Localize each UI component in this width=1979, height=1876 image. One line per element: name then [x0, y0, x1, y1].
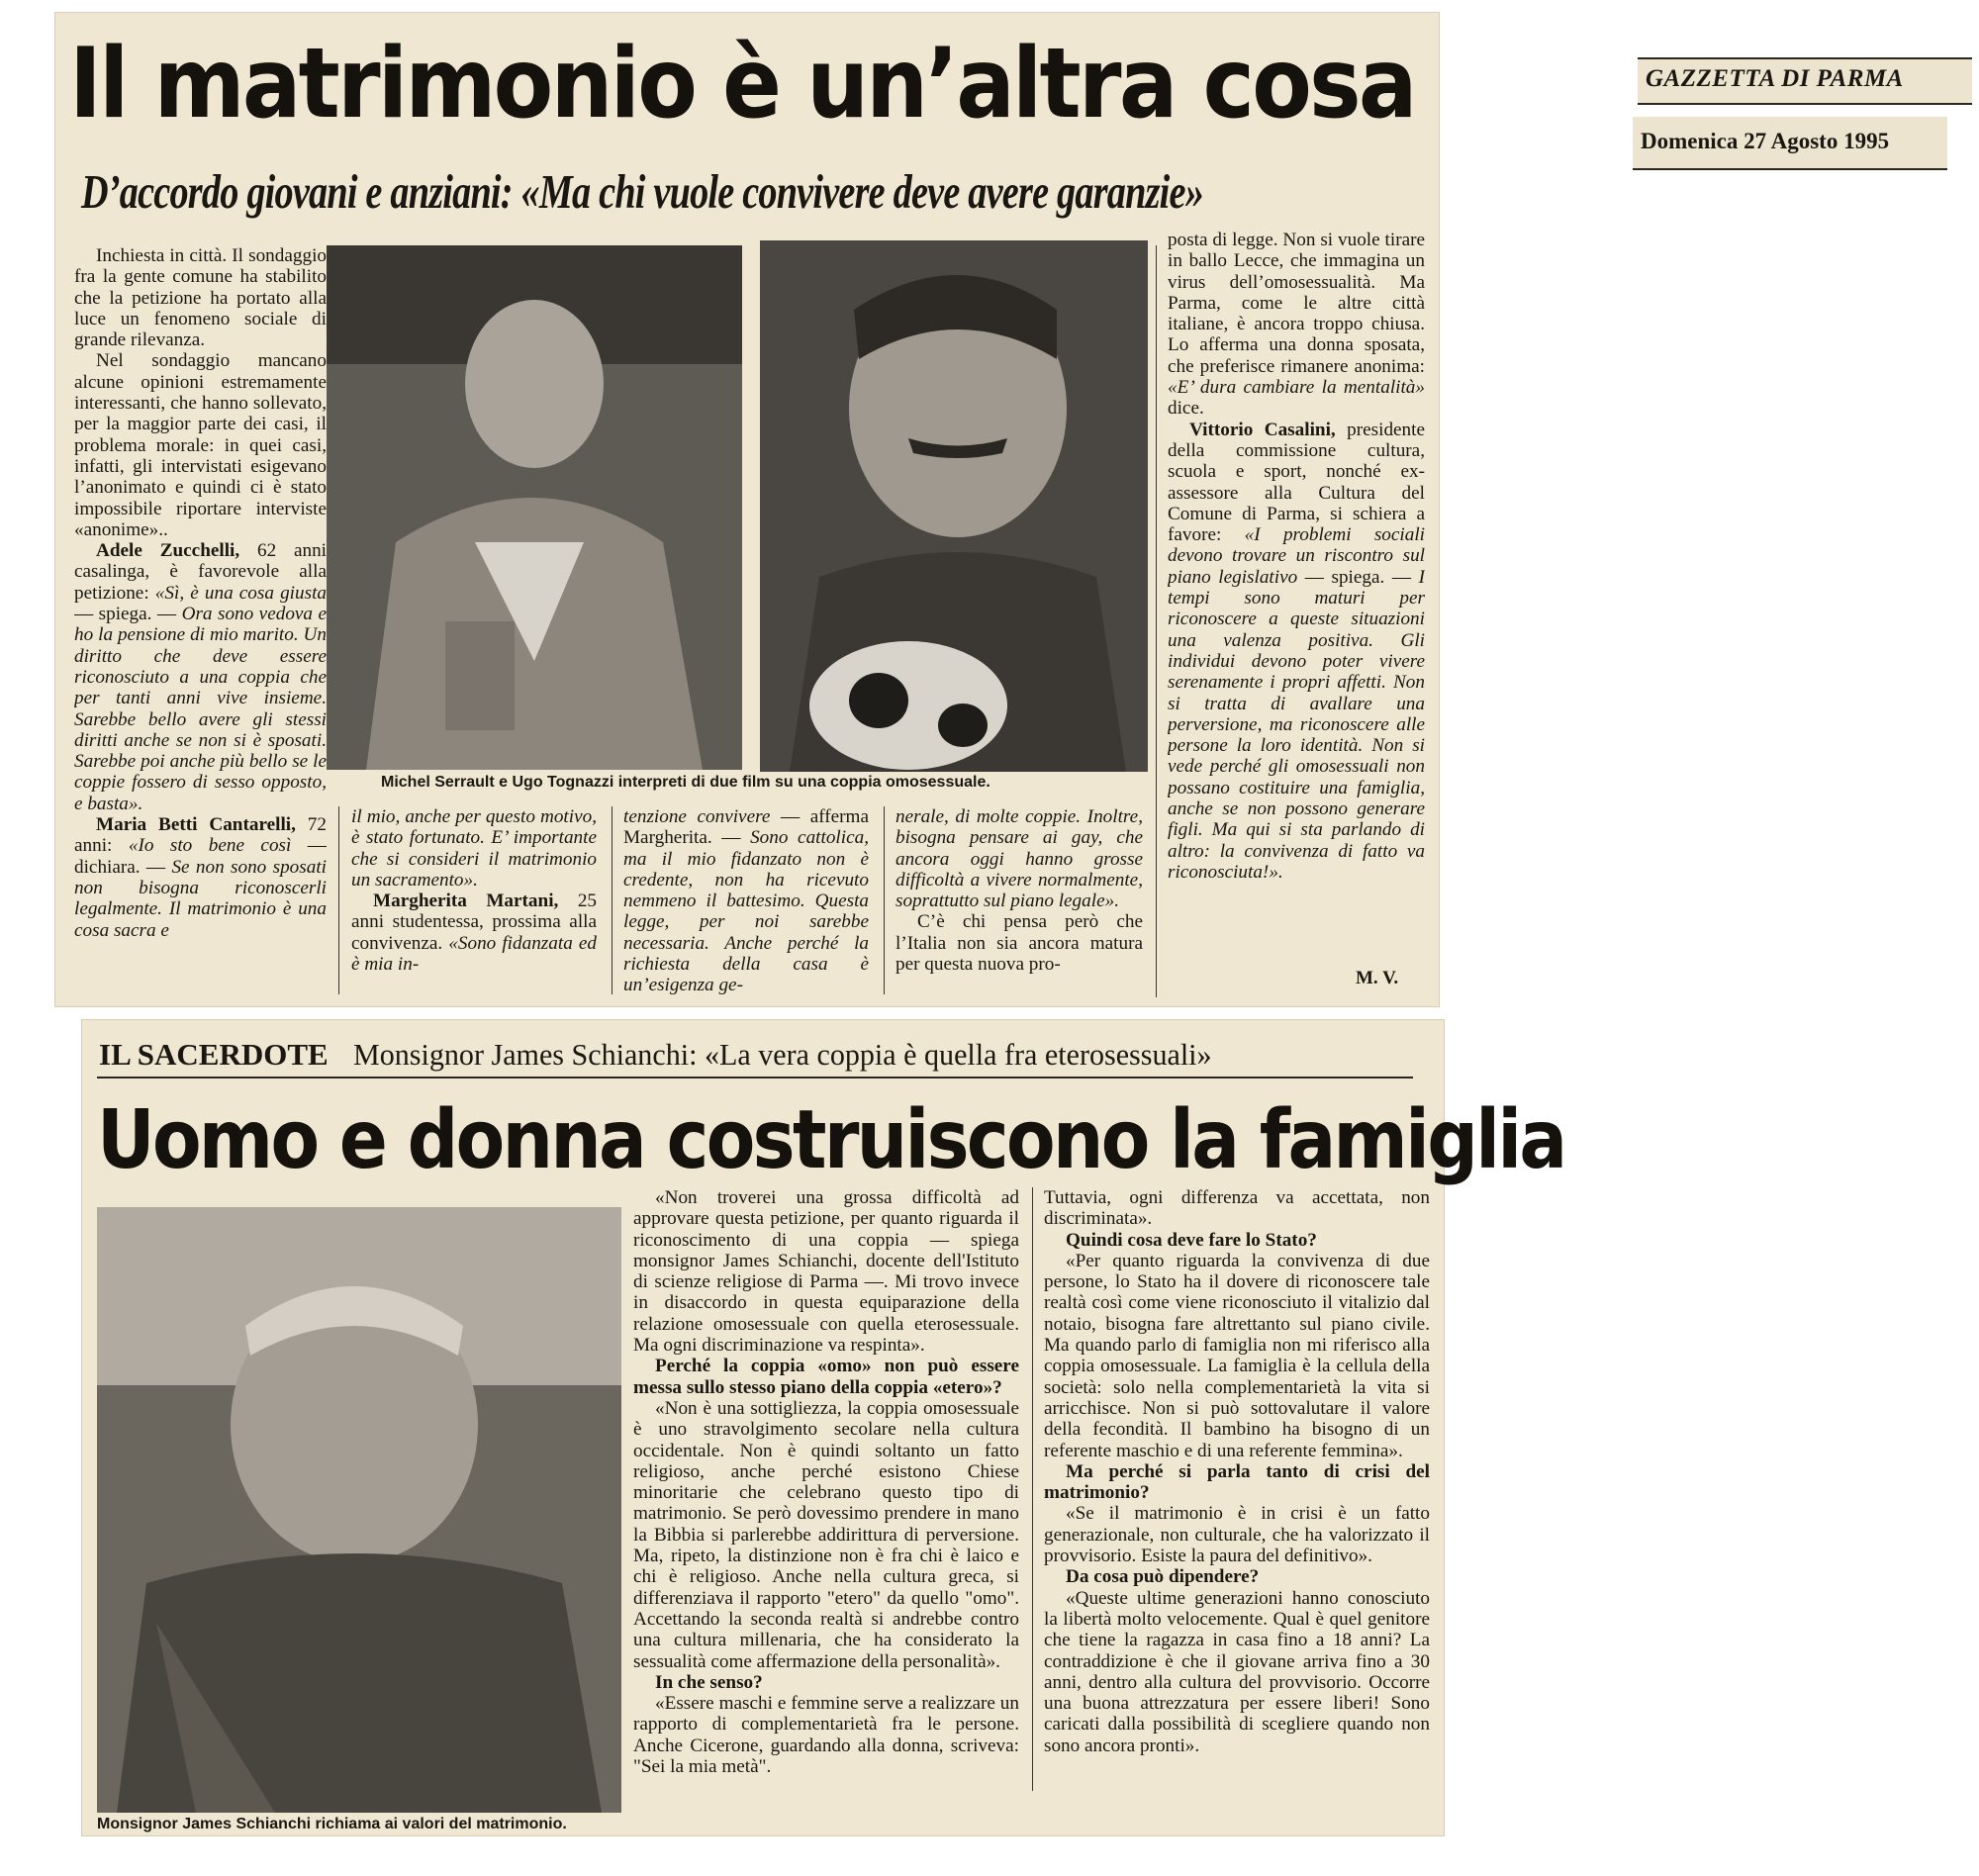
article2-headline: Uomo e donna costruiscono la famiglia — [97, 1093, 1565, 1187]
text-span: — spiega. — — [1297, 566, 1419, 588]
article2-column-1 — [633, 1187, 1019, 1821]
kicker-rule — [97, 1077, 1413, 1079]
column-rule — [884, 806, 885, 994]
paragraph: C’è chi pensa però che l’Italia non sia ancora matura per questa nuova pro- — [895, 911, 1143, 976]
paragraph: «Per quanto riguarda la convivenza di due persone, lo Stato ha il dovere di riconoscere tale realtà così come viene riconosciuto il vitalizio dal notaio, bisogna fare altrettanto sul piano civile. Ma quando parlo di famiglia non mi riferisco alla coppia omosessuale. La famiglia è la cellula della società: solo nella complementarietà la vita si arricchisce. Non si può sottovalutare il valore della fecondità. Il bambino ha bisogno di un referente maschio e di una referente femmina». — [1044, 1250, 1430, 1461]
paragraph: «Non troverei una grossa difficoltà ad approvare questa petizione, per quanto riguarda il riconoscimento di una coppia — spiega monsignor James Schianchi, docente dell'Istituto di scienze religiose di Parma —. Mi trovo invece in disaccordo in questa equiparazione della relazione omosessuale con quella eterosessuale. Ma ogni discriminazione va respinta». — [633, 1187, 1019, 1357]
column-rule — [338, 806, 339, 994]
text-span: posta di legge. Non si vuole tirare in ballo Lecce, che immagina un virus dell’omosessualità. Ma Parma, come le altre città italiane, è ancora troppo chiusa. Lo afferma una donna sposata, che preferisce rimanere anonima: — [1168, 230, 1425, 377]
intro-paragraph: Inchiesta in città. Il sondaggio fra la gente comune ha stabilito che la petizione ha portato alla luce un fenomeno sociale di grande rilevanza. — [74, 245, 327, 351]
quote: «Io sto bene così — [128, 835, 292, 857]
paper-name: GAZZETTA DI PARMA — [1646, 65, 1904, 92]
text-span: — dichiara. — — [74, 835, 327, 878]
section-label: IL SACERDOTE — [99, 1037, 329, 1072]
quote: «Sì, è una cosa giusta — [154, 582, 327, 604]
paragraph: Tuttavia, ogni differenza va accettata, non discriminata». — [1044, 1187, 1430, 1230]
article1-subhead: D’accordo giovani e anziani: «Ma chi vuole convivere deve avere garanzie» — [81, 164, 1204, 219]
quote: tenzione convivere — [623, 806, 771, 827]
photo-james-schianchi — [97, 1207, 621, 1813]
quote: «E’ dura cambiare la mentalità» — [1168, 377, 1425, 399]
masthead-date — [1633, 117, 1947, 170]
interview-question: Quindi cosa deve fare lo Stato? — [1066, 1229, 1317, 1251]
paragraph — [351, 806, 597, 891]
paragraph: Nel sondaggio mancano alcune opinioni estremamente interessanti, che hanno sollevato, per la maggior parte dei casi, il problema morale: in quei casi, infatti, gli intervistati esigevano l’anonimato e quindi ci è stato impossibile riportare interviste «anonime».. — [74, 350, 327, 540]
article1-column-4 — [895, 806, 1143, 999]
article2-kicker — [99, 1037, 1239, 1073]
article1-headline: Il matrimonio è un’altra cosa — [69, 28, 1415, 141]
interview-martani — [351, 891, 597, 975]
quote: nerale, di molte coppie. Inoltre, bisogna pensare ai gay, che ancora oggi hanno grosse difficoltà a vivere normalmente, soprattutto sul piano legale». — [895, 806, 1143, 912]
interview-question: In che senso? — [655, 1671, 763, 1693]
interview-question: Da cosa può dipendere? — [1066, 1566, 1260, 1588]
issue-date: Domenica 27 Agosto 1995 — [1641, 129, 1890, 153]
photo-caption-bottom: Monsignor James Schianchi richiama ai valori del matrimonio. — [97, 1816, 567, 1832]
article2-column-2 — [1044, 1187, 1430, 1821]
text-span: — afferma Margherita. — — [623, 806, 869, 849]
photo-graphic-3 — [97, 1207, 621, 1813]
paragraph — [623, 806, 869, 996]
photo-graphic-1 — [327, 245, 742, 770]
photo-michel-serrault — [327, 245, 742, 770]
interviewee-name: Vittorio Casalini, — [1189, 419, 1336, 440]
quote: Ora sono vedova e ho la pensione di mio marito. Un diritto che deve essere riconosciuto a una coppia che per tanti anni vive insieme. Sarebbe bello avere gli stessi diritti anche se non si è sposati. Sarebbe poi anche più bello se le coppie fossero di sesso opposto, e basta». — [74, 604, 327, 814]
paragraph: «Non è una sottigliezza, la coppia omosessuale è uno stravolgimento secolare nella cultura occidentale. Non è quindi soltanto un fatto religioso, anche perché esistono Chiese minoritarie che celebrano questo tipo di matrimonio. Se però dovessimo prendere in mano la Bibbia si parlerebbe addirittura di perversione. Ma, ripeto, la distinzione non è fra chi è laico e chi è religioso. Anche nella cultura greca, si differenziava il rapporto "etero" da quello "omo". Accettando la seconda realtà si andrebbe contro una cultura millenaria, che ha considerato la sessualità come affermazione della personalità». — [633, 1397, 1019, 1672]
quote: il mio, anche per questo motivo, è stato fortunato. E’ importante che si consideri il matrimonio un sacramento». — [351, 806, 597, 891]
quote: Sono cattolica, ma il mio fidanzato non è credente, non ha ricevuto nemmeno il battesimo. Questa legge, per noi sarebbe necessaria. Anche perché la richiesta della casa è un’esigenza ge- — [623, 827, 869, 996]
interviewee-name: Adele Zucchelli, — [96, 540, 240, 562]
article1-column-5 — [1168, 230, 1425, 962]
quote: Se non sono sposati non bisogna riconoscerli legalmente. Il matrimonio è una cosa sacra e — [74, 856, 327, 941]
text-span: presidente della commissione cultura, scuola e sport, nonché ex-assessore alla Cultura del Comune di Parma, si schiera a favore: — [1168, 419, 1425, 546]
photo-graphic-2 — [760, 240, 1148, 772]
text-span: 62 anni casalinga, è favorevole alla petizione: — [74, 540, 327, 604]
column-rule — [1156, 245, 1157, 997]
quote: «I problemi sociali devono trovare un riscontro sul piano legislativo — [1168, 524, 1425, 588]
article1-column-1 — [74, 245, 327, 1003]
paragraph — [1168, 230, 1425, 420]
paragraph: «Queste ultime generazioni hanno conosciuto la libertà molto velocemente. Qual è quel genitore che tiene la ragazza in casa fino a 18 anni? La contraddizione è che il giovane arriva fino a 30 anni, dentro alla cultura del provvisorio. Occorre una buona attrezzatura per essere liberi! Sono caricati dalla possibilità di scegliere quando non sono ancora pronti». — [1044, 1587, 1430, 1756]
interview-casalini — [1168, 420, 1425, 884]
interview-question: Perché la coppia «omo» non può essere messa sullo stesso piano della coppia «etero»? — [633, 1356, 1019, 1398]
interview-cantarelli — [74, 814, 327, 941]
paragraph — [895, 806, 1143, 911]
quote: I tempi sono maturi per riconoscere a queste situazioni una valenza positiva. Gli individui devono poter vivere serenamente i propri affetti. Non si tratta di avallare una perversione, ma riconoscere alle persone la loro identità. Non si vede perché gli omosessuali non possano costituire una famiglia, anche se non possono generare figli. Ma qui si sta parlando di altro: la convivenza di fatto va riconosciuta!». — [1168, 566, 1425, 883]
article1-column-3 — [623, 806, 869, 999]
interview-question: Ma perché si parla tanto di crisi del matrimonio? — [1044, 1460, 1430, 1504]
kicker-subtitle: Monsignor James Schianchi: «La vera coppia è quella fra eterosessuali» — [353, 1037, 1213, 1072]
author-signature: M. V. — [1356, 968, 1399, 988]
photo-ugo-tognazzi — [760, 240, 1148, 772]
column-rule — [1032, 1187, 1033, 1791]
text-span: 72 anni: — [74, 814, 327, 857]
quote: «Sono fidanzata ed è mia in- — [351, 932, 597, 976]
paragraph: «Se il matrimonio è in crisi è un fatto generazionale, non culturale, che ha valorizzato il provvisorio. Esiste la paura del definitivo». — [1044, 1503, 1430, 1567]
text-span: dice. — [1168, 398, 1204, 420]
photo-caption-top: Michel Serrault e Ugo Tognazzi interpreti di due film su una coppia omosessuale. — [381, 774, 990, 791]
interviewee-name: Maria Betti Cantarelli, — [96, 814, 296, 836]
text-span: 25 anni studentessa, prossima alla convivenza. — [351, 891, 597, 954]
interviewee-name: Margherita Martani, — [373, 891, 559, 912]
interview-zucchelli — [74, 540, 327, 814]
masthead-paper — [1638, 57, 1972, 105]
text-span: — spiega. — — [74, 604, 182, 625]
article1-column-2 — [351, 806, 597, 999]
column-rule — [612, 806, 613, 994]
paragraph: «Essere maschi e femmine serve a realizzare un rapporto di complementarietà fra le persone. Anche Cicerone, guardando alla donna, scriveva: "Sei la mia metà". — [633, 1693, 1019, 1778]
